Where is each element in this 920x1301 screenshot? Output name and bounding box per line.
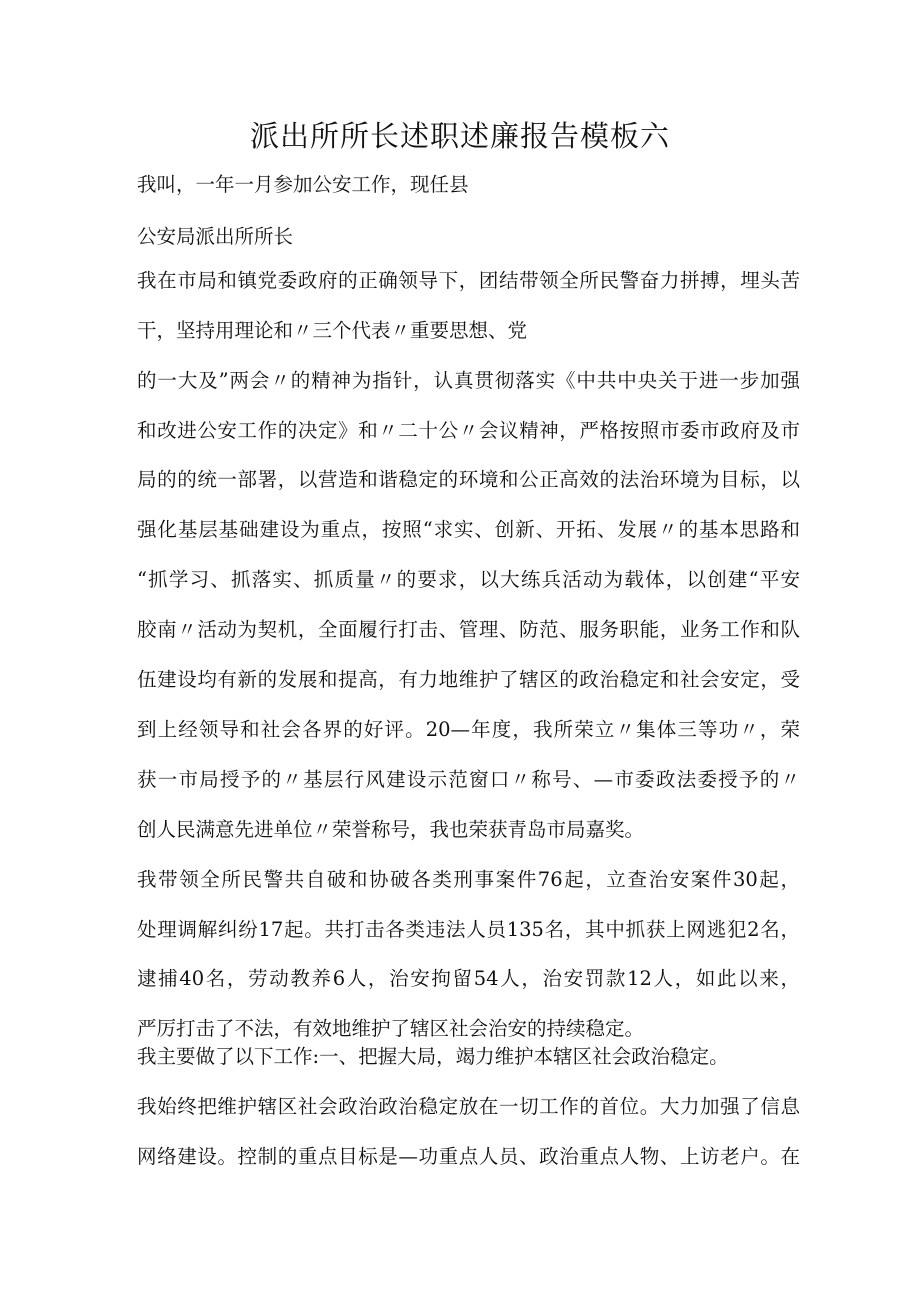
text-line: 我在市局和镇党委政府的正确领导下，团结带领全所民警奋力拼搏，埋头苦 bbox=[137, 269, 800, 292]
text-line: 干，坚持用理论和〃三个代表〃重要思想、党 bbox=[137, 319, 528, 342]
text-line: 我主要做了以下工作:一、把握大局，竭力维护本辖区社会政治稳定。 bbox=[137, 1045, 729, 1068]
text-line: “抓学习、抓落实、抓质量〃的要求，以大练兵活动为载体，以创建“平安 bbox=[137, 568, 800, 591]
text-line: 局的的统一部署，以营造和谐稳定的环境和公正高效的法治环境为目标，以 bbox=[137, 468, 800, 491]
text-line: 严厉打击了不法，有效地维护了辖区社会治安的持续稳定。 bbox=[137, 1017, 645, 1040]
text-line: 和改进公安工作的决定》和〃二十公〃会议精神，严格按照市委市政府及市 bbox=[137, 419, 800, 442]
text-line: 伍建设均有新的发展和提高，有力地维护了辖区的政治稳定和社会安定，受 bbox=[137, 668, 800, 691]
text-line: 到上经领导和社会各界的好评。20—年度，我所荣立〃集体三等功〃，荣 bbox=[137, 718, 800, 741]
text-line: 强化基层基础建设为重点，按照“求实、创新、开拓、发展〃的基本思路和 bbox=[137, 518, 800, 541]
text-line: 公安局派出所所长 bbox=[137, 225, 294, 248]
document-title: 派出所所长述职述廉报告模板六 bbox=[249, 119, 670, 153]
text-line: 我带领全所民警共自破和协破各类刑事案件76起，立查治安案件30起， bbox=[137, 868, 800, 891]
text-line: 胶南〃活动为契机，全面履行打击、管理、防范、服务职能，业务工作和队 bbox=[137, 618, 800, 641]
text-line: 我叫，一年一月参加公安工作，现任县 bbox=[137, 173, 469, 196]
text-line: 创人民满意先进单位〃荣誉称号，我也荣获青岛市局嘉奖。 bbox=[137, 818, 645, 841]
text-line: 的一大及”两会〃的精神为指针，认真贯彻落实《中共中央关于进一步加强 bbox=[137, 369, 800, 392]
text-line: 网络建设。控制的重点目标是—功重点人员、政治重点人物、上访老户。在 bbox=[137, 1145, 800, 1168]
text-line: 我始终把维护辖区社会政治政治稳定放在一切工作的首位。大力加强了信息 bbox=[137, 1095, 800, 1118]
text-line: 处理调解纠纷17起。共打击各类违法人员135名，其中抓获上网逃犯2名， bbox=[137, 918, 800, 941]
text-line: 获一市局授予的〃基层行风建设示范窗口〃称号、—市委政法委授予的〃 bbox=[137, 768, 800, 791]
text-line: 逮捕40名，劳动教养6人，治安拘留54人，治安罚款12人，如此以来， bbox=[137, 967, 800, 990]
